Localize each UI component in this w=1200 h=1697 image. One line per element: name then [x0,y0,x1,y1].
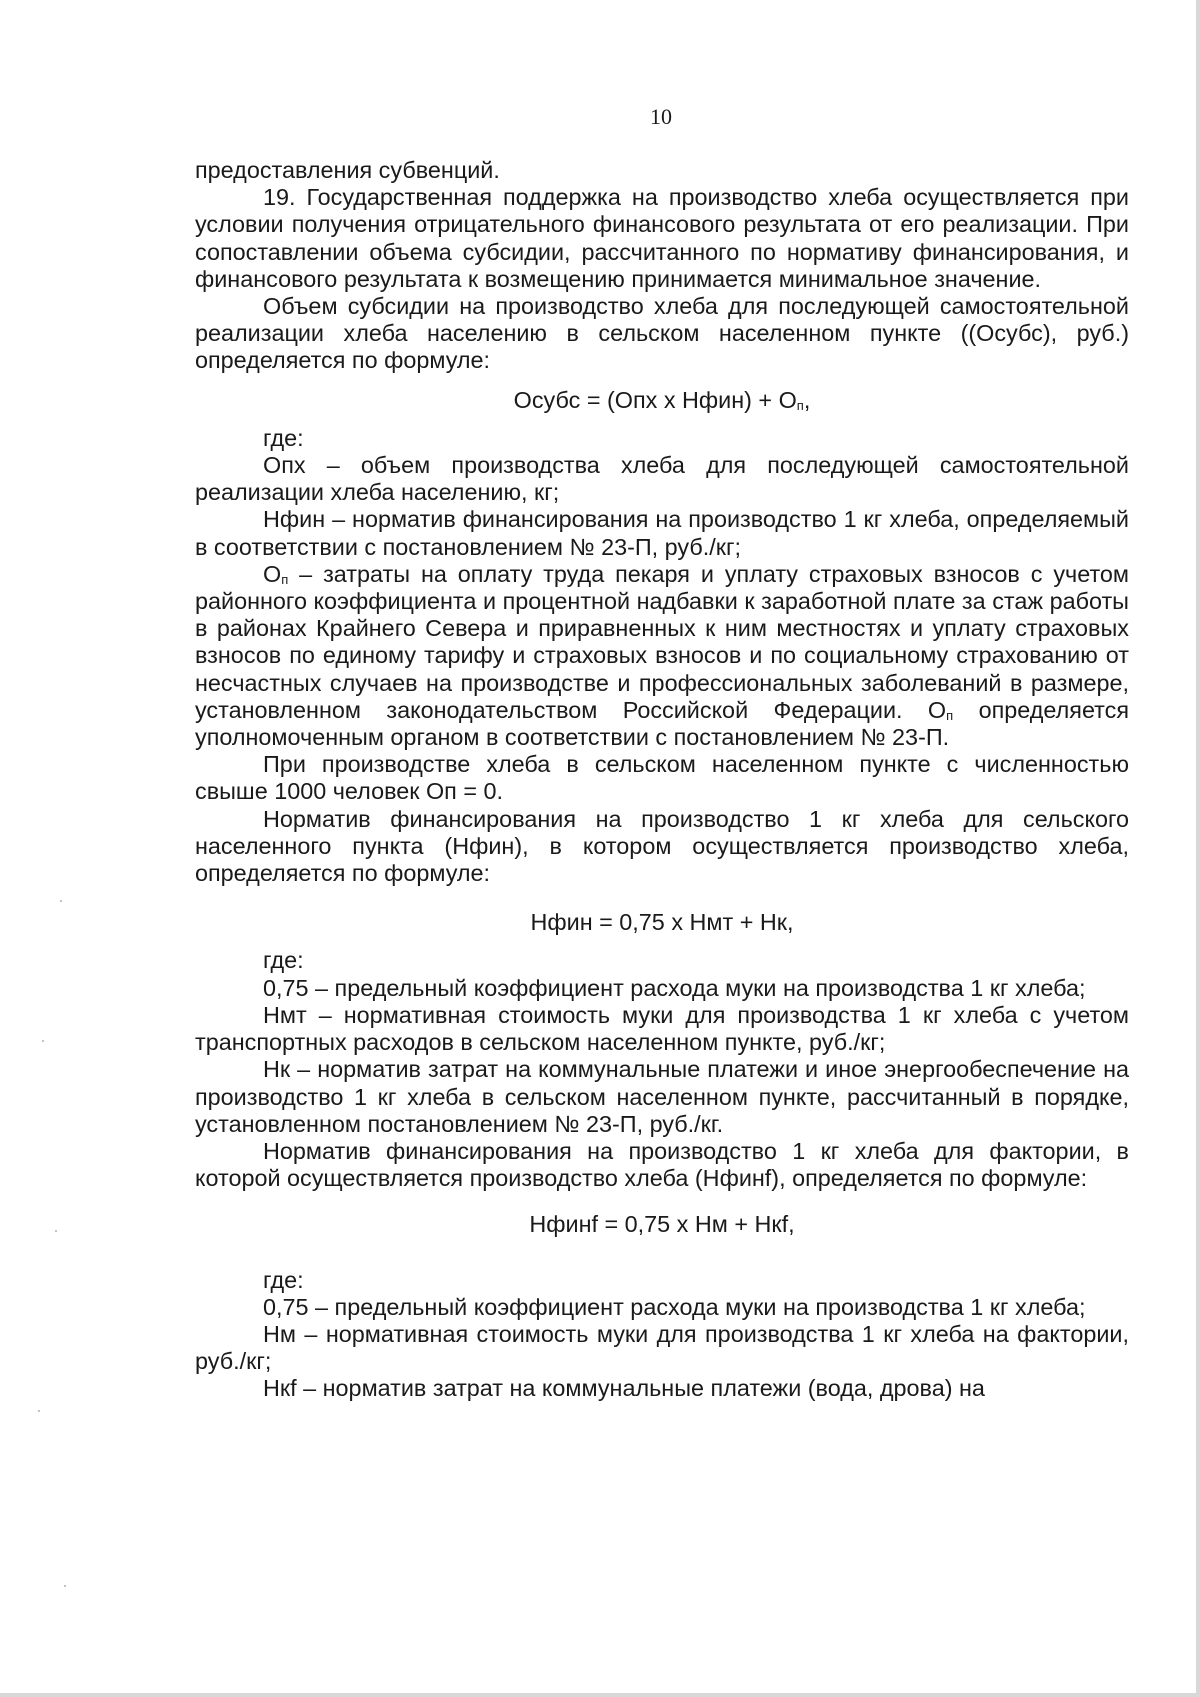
scan-speck [64,1585,66,1587]
paragraph: Нк – норматив затрат на коммунальные платежи и иное энергообеспечение на производство 1 кг хлеба в сельском населенном пункте, рассчитанный в порядке, установленном постановлением № 23-П, руб./кг. [195,1056,1129,1137]
paragraph [195,561,1129,751]
subscript: п [281,571,289,587]
paragraph: предоставления субвенций. [195,157,500,183]
where-label: где: [263,424,304,451]
formula-text: , [803,386,811,413]
document-body [195,157,1129,1403]
paragraph: Нм – нормативная стоимость муки для производства 1 кг хлеба на фактории, руб./кг; [195,1320,1129,1375]
paragraph: Нмт – нормативная стоимость муки для производства 1 кг хлеба с учетом транспортных расходов в сельском населенном пункте, руб./кг; [195,1001,1129,1056]
formula-nfinf: Нфинf = 0,75 х Нм + Нкf, [529,1211,795,1238]
paragraph: Норматив финансирования на производство 1 кг хлеба для сельского населенного пункта (Нфин), в котором осуществляется производство хлеба, определяется по формуле: [195,805,1129,887]
paragraph: 0,75 – предельный коэффициент расхода муки на производства 1 кг хлеба; [263,974,1086,1001]
text: – затраты на оплату труда пекаря и уплату страховых взносов с учетом районного коэффициента и процентной надбавки к заработной плате за стаж работы в районах Крайнего Севера и приравненных к ним местностях и уплату страховых взносов по единому тарифу и страховых взносов и по социальному страхованию от несчастных случаев на производстве и профессиональных заболеваний в размере, установленном законодательством Российской Федерации. О [195,560,1129,723]
text: определяется уполномоченным органом в соответствии с постановлением № 23-П. [195,696,1129,751]
paragraph: Нфин – норматив финансирования на производство 1 кг хлеба, определяемый в соответствии с постановлением № 23-П, руб./кг; [195,506,1129,560]
paragraph: Норматив финансирования на производство 1 кг хлеба для фактории, в которой осуществляется производство хлеба (Нфинf), определяется по формуле: [195,1137,1129,1192]
paragraph: 19. Государственная поддержка на производство хлеба осуществляется при условии получения отрицательного финансового результата от его реализации. При сопоставлении объема субсидии, рассчитанного по нормативу финансирования, и финансового результата к возмещению принимается минимальное значение. [195,184,1129,292]
subscript: п [946,707,954,723]
scan-speck [60,900,62,902]
formula-text: Осубс = (Опх х Нфин) + О [513,386,797,413]
paragraph: Нкf – норматив затрат на коммунальные платежи (вода, дрова) на [263,1375,985,1402]
where-label: где: [263,947,304,974]
scan-speck [42,1040,44,1042]
paragraph: 0,75 – предельный коэффициент расхода муки на производства 1 кг хлеба; [263,1293,1086,1320]
page-number: 10 [650,104,672,129]
formula-osubs [195,387,1129,414]
paragraph: Опх – объем производства хлеба для последующей самостоятельной реализации хлеба населению, кг; [195,452,1129,506]
paragraph: Объем субсидии на производство хлеба для последующей самостоятельной реализации хлеба населению в сельском населенном пункте ((Осубс), руб.) определяется по формуле: [195,293,1129,374]
where-label: где: [263,1266,304,1293]
formula-subscript: п [796,397,804,413]
paragraph: При производстве хлеба в сельском населенном пункте с численностью свыше 1000 человек Оп = 0. [195,751,1129,805]
scan-speck [38,1410,40,1412]
scan-speck [55,1230,57,1232]
formula-nfin: Нфин = 0,75 х Нмт + Нк, [530,909,794,936]
text: О [263,560,282,587]
